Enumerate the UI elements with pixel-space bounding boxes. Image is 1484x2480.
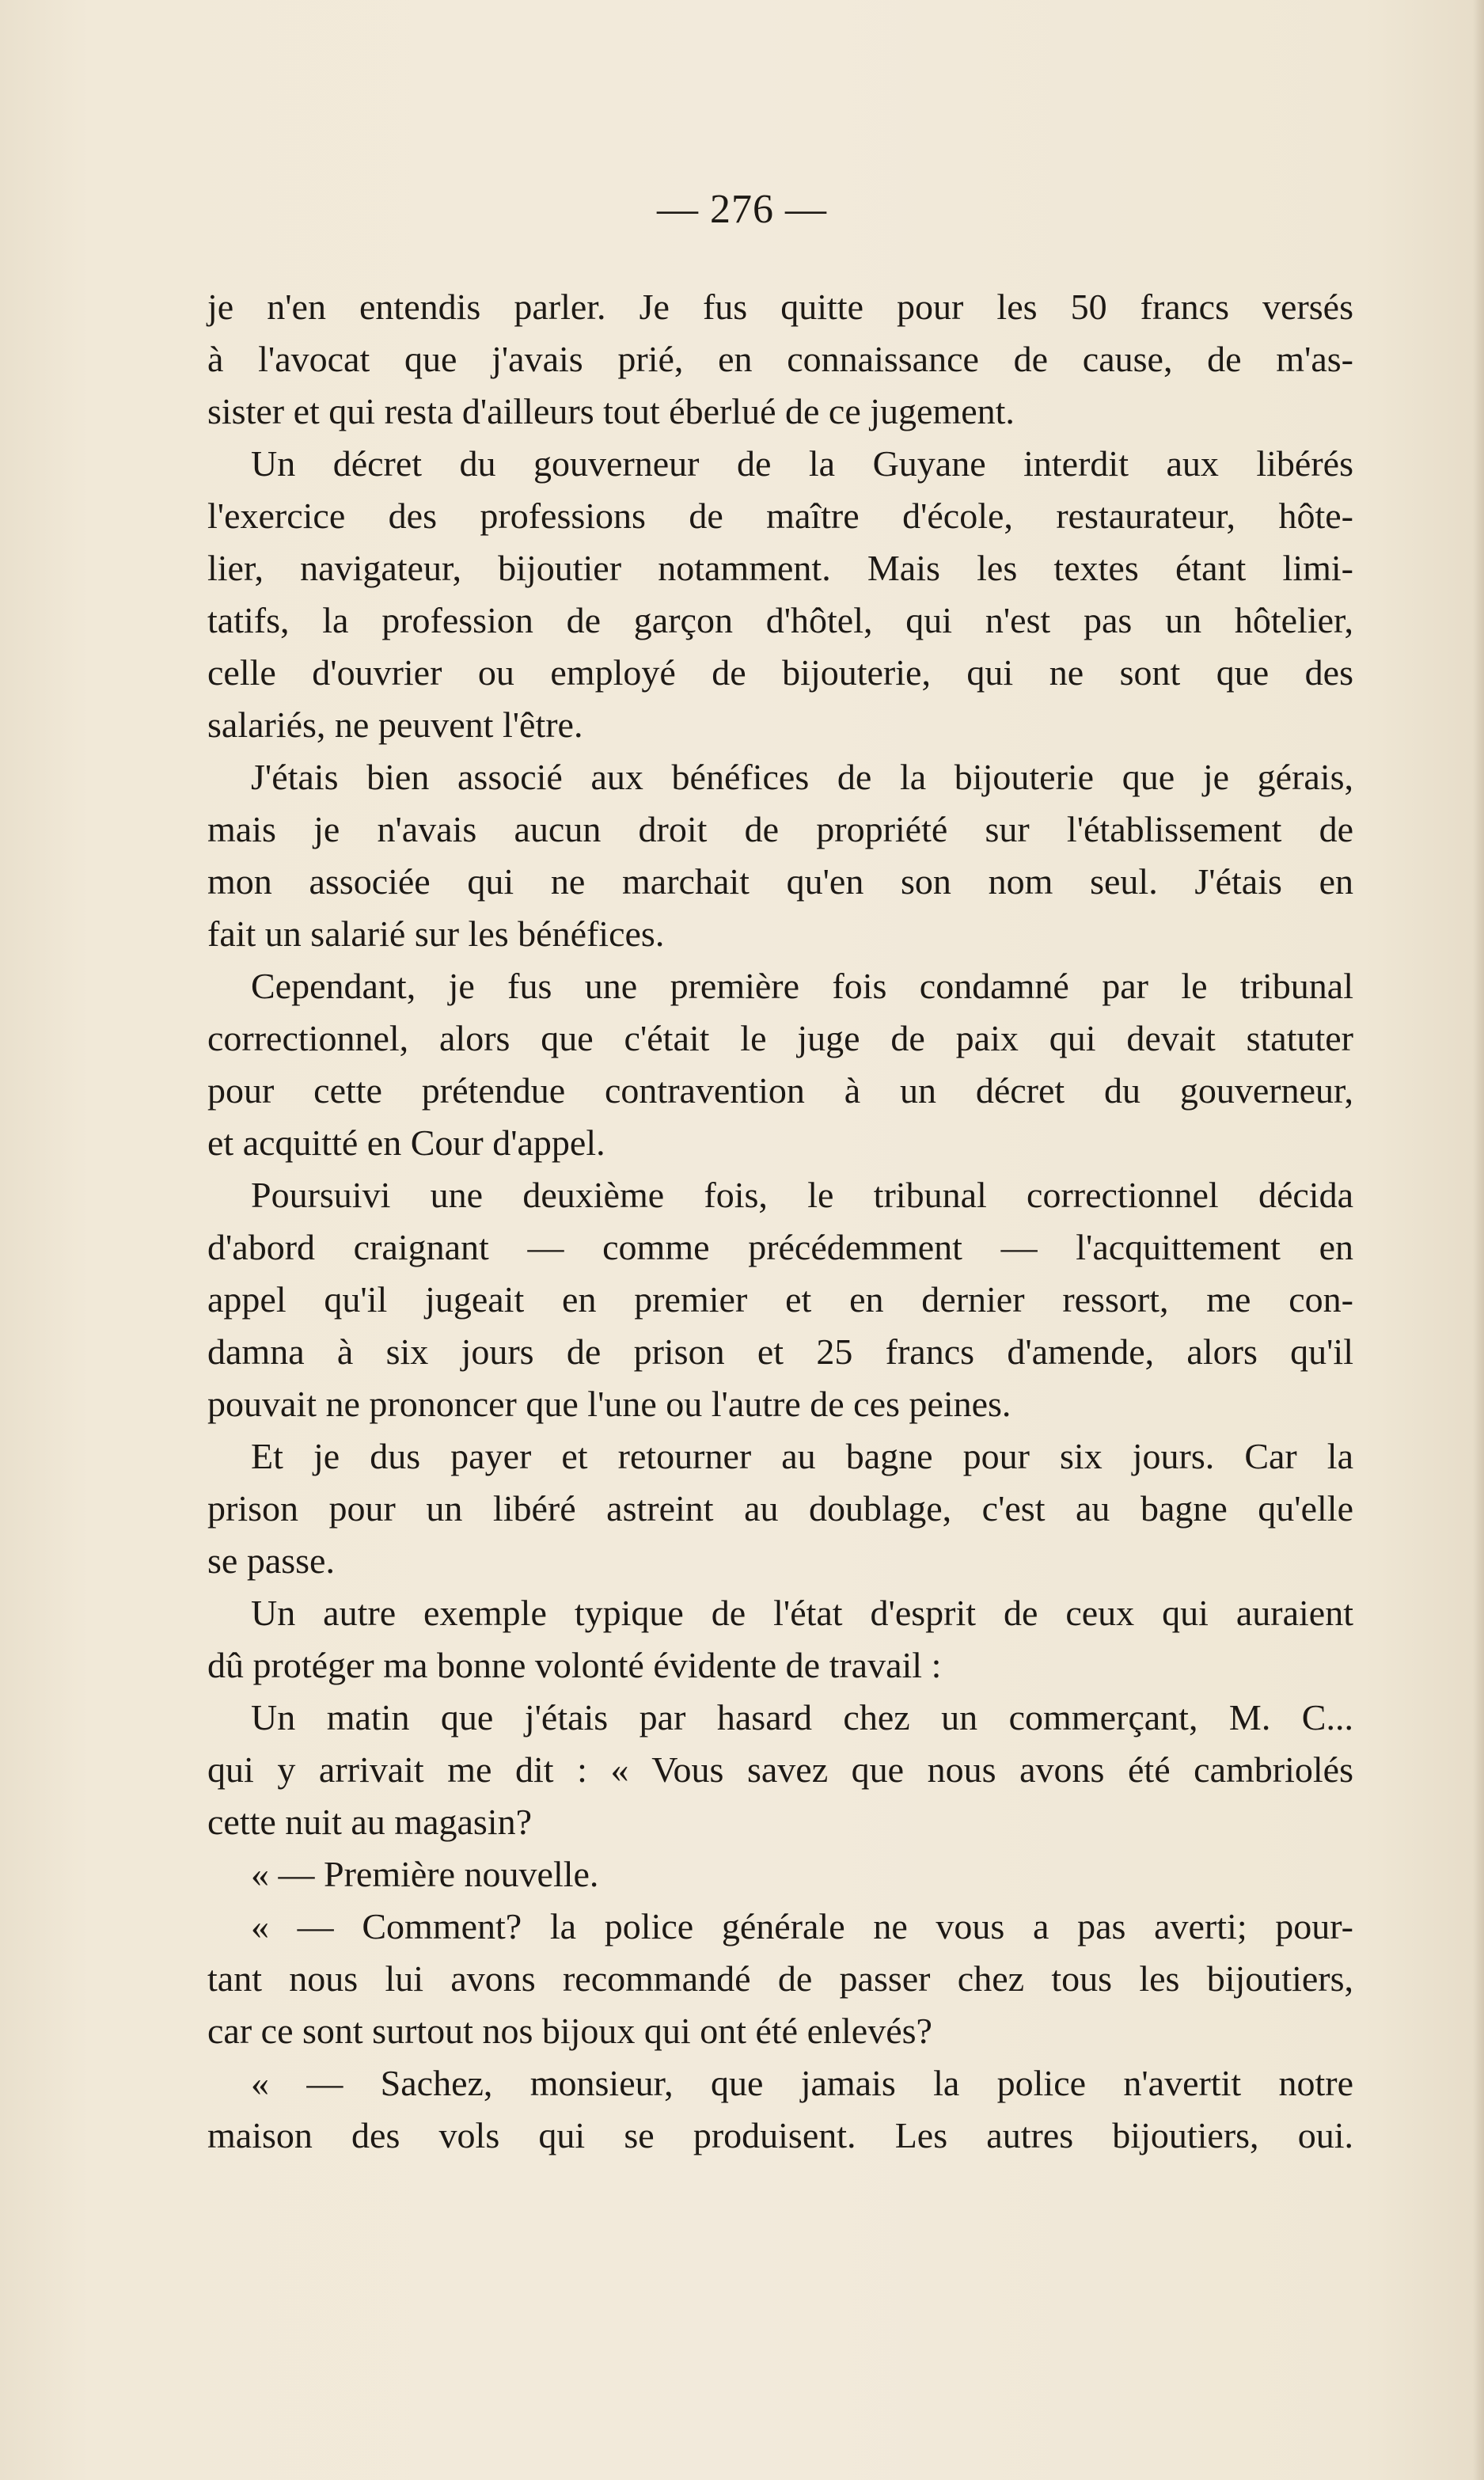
text-line: damna à six jours de prison et 25 francs d'amende, alors qu'il [207, 1331, 1353, 1372]
text-line: à l'avocat que j'avais prié, en connaissance de cause, de m'as- [207, 339, 1353, 379]
text-line: correctionnel, alors que c'était le juge de paix qui devait statuter [207, 1018, 1353, 1058]
body-text [207, 281, 1353, 2162]
text-line: l'exercice des professions de maître d'école, restaurateur, hôte- [207, 496, 1353, 536]
text-line: car ce sont surtout nos bijoux qui ont été enlevés? [207, 2011, 932, 2051]
page-number: — 276 — [657, 187, 827, 232]
text-line: cette nuit au magasin? [207, 1802, 533, 1842]
text-line: Poursuivi une deuxième fois, le tribunal correctionnel décida [251, 1175, 1353, 1215]
text-line: « — Comment? la police générale ne vous a pas averti; pour- [251, 1906, 1353, 1946]
page-edge-shadow [1473, 0, 1484, 2480]
text-line: d'abord craignant — comme précédemment — l'acquittement en [207, 1227, 1353, 1267]
text-line: prison pour un libéré astreint au doublage, c'est au bagne qu'elle [207, 1488, 1353, 1529]
text-line: fait un salarié sur les bénéfices. [207, 913, 665, 954]
text-line: « — Première nouvelle. [251, 1854, 599, 1894]
text-line: maison des vols qui se produisent. Les autres bijoutiers, oui. [207, 2115, 1353, 2155]
text-line: qui y arrivait me dit : « Vous savez que nous avons été cambriolés [207, 1749, 1353, 1790]
text-line: sister et qui resta d'ailleurs tout éberlué de ce jugement. [207, 391, 1015, 431]
text-line: appel qu'il jugeait en premier et en dernier ressort, me con- [207, 1279, 1353, 1320]
text-line: « — Sachez, monsieur, que jamais la police n'avertit notre [251, 2063, 1353, 2103]
text-line: pour cette prétendue contravention à un décret du gouverneur, [207, 1070, 1353, 1111]
text-line: et acquitté en Cour d'appel. [207, 1122, 605, 1163]
text-line: Cependant, je fus une première fois condamné par le tribunal [251, 966, 1353, 1006]
text-line: celle d'ouvrier ou employé de bijouterie, qui ne sont que des [207, 652, 1353, 693]
text-line: salariés, ne peuvent l'être. [207, 705, 583, 745]
text-line: Un matin que j'étais par hasard chez un commerçant, M. C... [251, 1697, 1353, 1738]
text-line: mon associée qui ne marchait qu'en son nom seul. J'étais en [207, 861, 1353, 902]
text-line: lier, navigateur, bijoutier notamment. Mais les textes étant limi- [207, 548, 1353, 588]
text-line: Et je dus payer et retourner au bagne pour six jours. Car la [251, 1436, 1353, 1476]
text-line: pouvait ne prononcer que l'une ou l'autre de ces peines. [207, 1384, 1011, 1424]
text-line: tatifs, la profession de garçon d'hôtel, qui n'est pas un hôtelier, [207, 600, 1353, 640]
text-line: dû protéger ma bonne volonté évidente de travail : [207, 1645, 942, 1685]
text-line: mais je n'avais aucun droit de propriété sur l'établissement de [207, 809, 1353, 849]
text-line: se passe. [207, 1540, 335, 1581]
text-line: je n'en entendis parler. Je fus quitte pour les 50 francs versés [207, 287, 1353, 327]
text-line: Un autre exemple typique de l'état d'esprit de ceux qui auraient [251, 1593, 1353, 1633]
text-line: Un décret du gouverneur de la Guyane interdit aux libérés [251, 443, 1353, 484]
text-line: tant nous lui avons recommandé de passer chez tous les bijoutiers, [207, 1958, 1353, 1999]
text-line: J'étais bien associé aux bénéfices de la bijouterie que je gérais, [251, 757, 1353, 797]
